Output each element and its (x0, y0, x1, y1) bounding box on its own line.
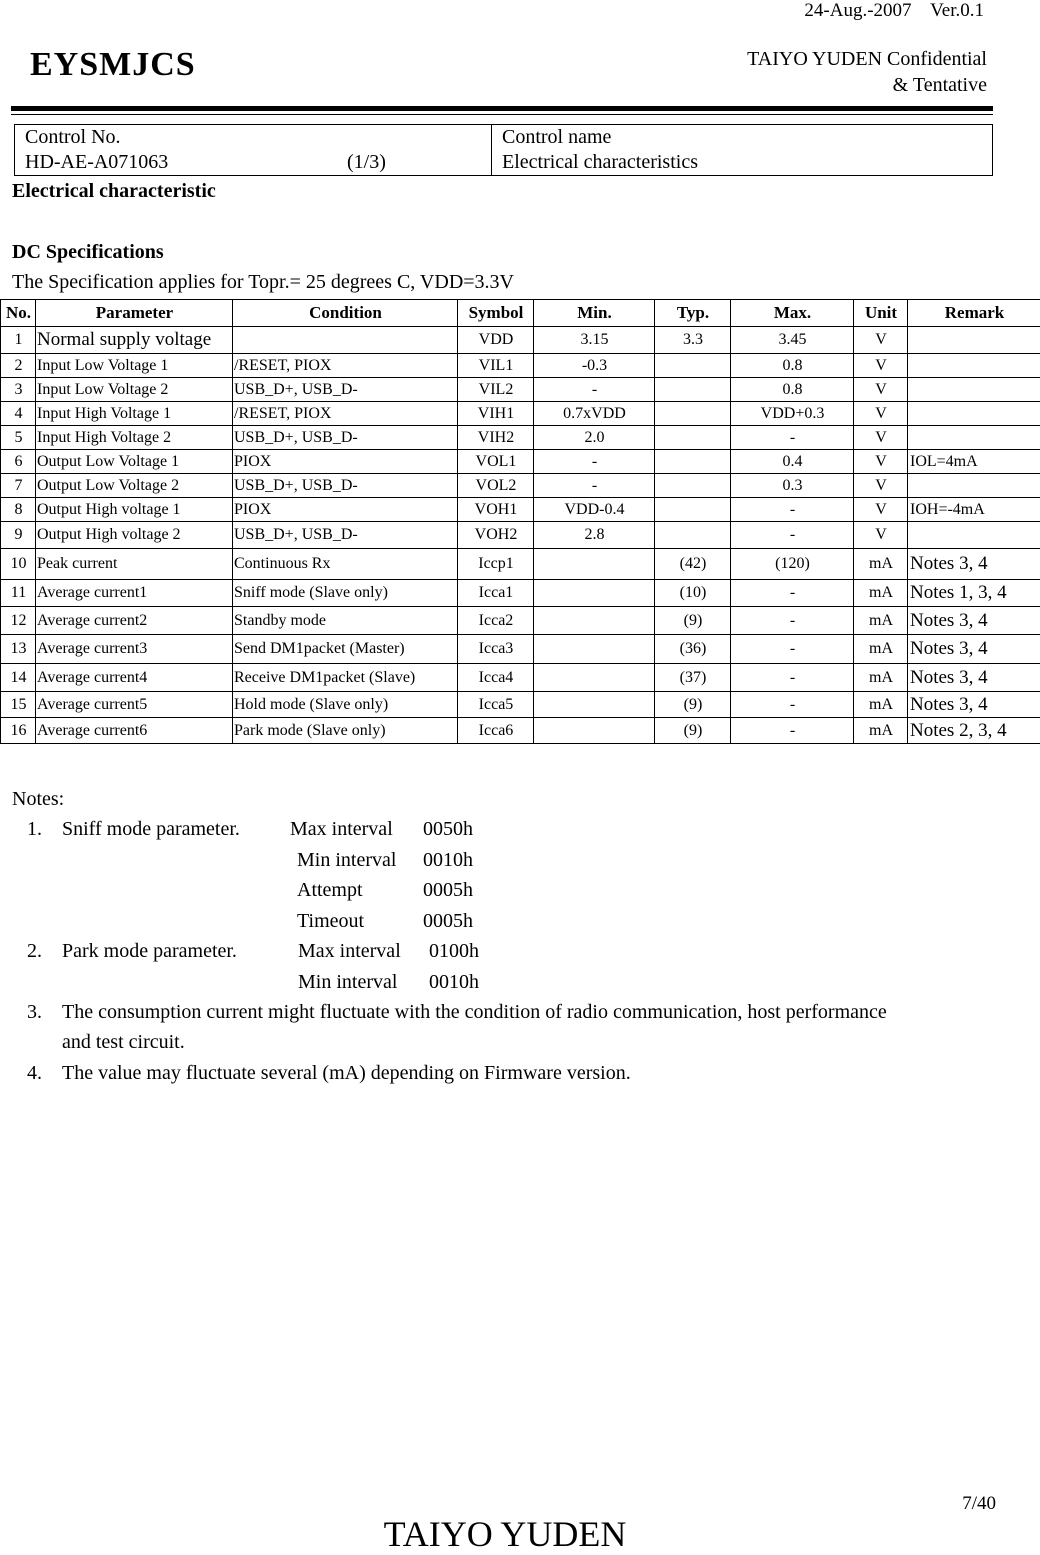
col-header-min: Min. (534, 300, 655, 327)
cell-no: 1 (1, 327, 36, 354)
cell-min: -0.3 (534, 354, 655, 378)
cell-remark (908, 378, 1040, 402)
control-name-value: Electrical characteristics (502, 150, 982, 175)
control-no-label: Control No. (25, 125, 481, 150)
cell-typ: (36) (655, 635, 731, 664)
table-row (1, 474, 1040, 498)
cell-symbol: VOL1 (458, 450, 534, 474)
cell-symbol: VIL1 (458, 354, 534, 378)
cell-max: VDD+0.3 (731, 402, 854, 426)
control-number-cell (15, 125, 492, 176)
table-row (1, 692, 1040, 718)
note-3-line-1: The consumption current might fluctuate with the condition of radio communication, host performance (62, 1001, 887, 1024)
cell-max: 0.8 (731, 378, 854, 402)
cell-parameter: Average current2 (36, 607, 233, 635)
cell-unit: V (854, 474, 908, 498)
note-1-label: Sniff mode parameter. (62, 818, 240, 841)
param-value: 0010h (423, 849, 473, 872)
cell-remark (908, 522, 1040, 549)
cell-remark: Notes 1, 3, 4 (908, 580, 1040, 607)
control-name-cell (492, 125, 993, 176)
page-number: 7/40 (962, 1493, 996, 1515)
cell-no: 5 (1, 426, 36, 450)
cell-parameter: Output High voltage 1 (36, 498, 233, 522)
param-value: 0005h (423, 879, 473, 902)
cell-max: - (731, 426, 854, 450)
cell-typ: (37) (655, 664, 731, 692)
cell-remark: Notes 3, 4 (908, 549, 1040, 580)
cell-symbol: VIH1 (458, 402, 534, 426)
cell-parameter: Input Low Voltage 1 (36, 354, 233, 378)
cell-condition: USB_D+, USB_D- (233, 474, 458, 498)
cell-remark (908, 426, 1040, 450)
col-header-no: No. (1, 300, 36, 327)
section-title: Electrical characteristic (12, 180, 216, 203)
table-row (1, 498, 1040, 522)
table-row (1, 402, 1040, 426)
cell-unit: V (854, 522, 908, 549)
table-row (1, 549, 1040, 580)
note-2-label: Park mode parameter. (62, 940, 237, 963)
cell-unit: mA (854, 607, 908, 635)
cell-symbol: Icca4 (458, 664, 534, 692)
cell-min (534, 635, 655, 664)
cell-max: 0.8 (731, 354, 854, 378)
cell-parameter: Output Low Voltage 1 (36, 450, 233, 474)
param-value: 0100h (429, 940, 479, 963)
param-name: Max interval (298, 940, 401, 963)
confidentiality-notice (747, 46, 987, 98)
cell-unit: V (854, 426, 908, 450)
cell-unit: V (854, 378, 908, 402)
cell-min: 3.15 (534, 327, 655, 354)
param-name: Min interval (297, 849, 396, 872)
cell-typ (655, 402, 731, 426)
cell-unit: mA (854, 718, 908, 744)
cell-unit: V (854, 402, 908, 426)
cell-max: - (731, 635, 854, 664)
cell-max: - (731, 664, 854, 692)
param-name: Attempt (297, 879, 363, 902)
table-row (1, 327, 1040, 354)
cell-parameter: Output High voltage 2 (36, 522, 233, 549)
cell-no: 6 (1, 450, 36, 474)
cell-max: 3.45 (731, 327, 854, 354)
cell-symbol: VIL2 (458, 378, 534, 402)
cell-parameter: Average current6 (36, 718, 233, 744)
notes-title: Notes: (12, 788, 64, 811)
control-box (14, 124, 993, 176)
cell-unit: mA (854, 635, 908, 664)
table-row (1, 635, 1040, 664)
dc-conditions: The Specification applies for Topr.= 25 degrees C, VDD=3.3V (12, 271, 514, 294)
cell-symbol: Icca5 (458, 692, 534, 718)
note-1-number: 1. (27, 818, 42, 841)
cell-remark (908, 474, 1040, 498)
col-header-max: Max. (731, 300, 854, 327)
cell-remark: IOH=-4mA (908, 498, 1040, 522)
cell-symbol: Icca3 (458, 635, 534, 664)
cell-condition (233, 327, 458, 354)
table-row (1, 354, 1040, 378)
cell-symbol: VOH2 (458, 522, 534, 549)
cell-min: - (534, 450, 655, 474)
cell-max: - (731, 607, 854, 635)
control-name-label: Control name (502, 125, 982, 150)
cell-typ: (10) (655, 580, 731, 607)
note-2-number: 2. (27, 940, 42, 963)
cell-typ (655, 354, 731, 378)
cell-typ (655, 426, 731, 450)
cell-max: 0.4 (731, 450, 854, 474)
cell-remark: IOL=4mA (908, 450, 1040, 474)
cell-no: 14 (1, 664, 36, 692)
cell-condition: Hold mode (Slave only) (233, 692, 458, 718)
cell-typ (655, 522, 731, 549)
cell-condition: Send DM1packet (Master) (233, 635, 458, 664)
cell-no: 10 (1, 549, 36, 580)
cell-symbol: VIH2 (458, 426, 534, 450)
cell-remark: Notes 2, 3, 4 (908, 718, 1040, 744)
col-header-unit: Unit (854, 300, 908, 327)
cell-min: 2.8 (534, 522, 655, 549)
cell-min: VDD-0.4 (534, 498, 655, 522)
cell-condition: /RESET, PIOX (233, 402, 458, 426)
cell-typ: (42) (655, 549, 731, 580)
cell-min: 0.7xVDD (534, 402, 655, 426)
cell-no: 4 (1, 402, 36, 426)
cell-condition: USB_D+, USB_D- (233, 378, 458, 402)
cell-parameter: Average current3 (36, 635, 233, 664)
cell-symbol: Icca6 (458, 718, 534, 744)
cell-parameter: Input Low Voltage 2 (36, 378, 233, 402)
cell-parameter: Average current4 (36, 664, 233, 692)
confidential-line-1: TAIYO YUDEN Confidential (747, 46, 987, 72)
cell-condition: Standby mode (233, 607, 458, 635)
table-row (1, 450, 1040, 474)
cell-min (534, 580, 655, 607)
cell-condition: Continuous Rx (233, 549, 458, 580)
table-row (1, 378, 1040, 402)
table-row (1, 607, 1040, 635)
col-header-symbol: Symbol (458, 300, 534, 327)
cell-typ (655, 378, 731, 402)
col-header-parameter: Parameter (36, 300, 233, 327)
cell-unit: mA (854, 664, 908, 692)
cell-condition: /RESET, PIOX (233, 354, 458, 378)
cell-remark: Notes 3, 4 (908, 607, 1040, 635)
dc-specifications-title: DC Specifications (12, 241, 164, 264)
cell-parameter: Normal supply voltage (36, 327, 233, 354)
cell-max: - (731, 498, 854, 522)
col-header-condition: Condition (233, 300, 458, 327)
cell-typ: (9) (655, 607, 731, 635)
cell-symbol: Icca1 (458, 580, 534, 607)
param-value: 0005h (423, 910, 473, 933)
cell-no: 8 (1, 498, 36, 522)
cell-unit: mA (854, 549, 908, 580)
cell-max: 0.3 (731, 474, 854, 498)
confidential-line-2: & Tentative (747, 72, 987, 98)
cell-symbol: Icca2 (458, 607, 534, 635)
cell-min (534, 692, 655, 718)
cell-remark (908, 354, 1040, 378)
cell-min: - (534, 474, 655, 498)
header-rule-thin (11, 114, 993, 115)
header-rule-thick (11, 106, 993, 111)
cell-no: 7 (1, 474, 36, 498)
col-header-remark: Remark (908, 300, 1040, 327)
cell-condition: Receive DM1packet (Slave) (233, 664, 458, 692)
cell-typ (655, 498, 731, 522)
cell-min (534, 664, 655, 692)
param-name: Max interval (290, 818, 393, 841)
table-row (1, 664, 1040, 692)
cell-parameter: Input High Voltage 2 (36, 426, 233, 450)
param-name: Min interval (298, 971, 397, 994)
cell-condition: Park mode (Slave only) (233, 718, 458, 744)
cell-max: - (731, 580, 854, 607)
cell-typ: (9) (655, 718, 731, 744)
table-row (1, 718, 1040, 744)
cell-max: - (731, 522, 854, 549)
cell-parameter: Average current1 (36, 580, 233, 607)
date-version: 24-Aug.-2007 Ver.0.1 (804, 0, 984, 22)
cell-symbol: Iccp1 (458, 549, 534, 580)
cell-condition: USB_D+, USB_D- (233, 522, 458, 549)
cell-no: 2 (1, 354, 36, 378)
cell-symbol: VDD (458, 327, 534, 354)
cell-no: 13 (1, 635, 36, 664)
param-value: 0050h (423, 818, 473, 841)
table-body (1, 327, 1040, 744)
cell-no: 11 (1, 580, 36, 607)
cell-remark: Notes 3, 4 (908, 664, 1040, 692)
cell-no: 15 (1, 692, 36, 718)
cell-no: 12 (1, 607, 36, 635)
param-name: Timeout (297, 910, 364, 933)
cell-symbol: VOH1 (458, 498, 534, 522)
cell-remark (908, 402, 1040, 426)
param-value: 0010h (429, 971, 479, 994)
cell-condition: USB_D+, USB_D- (233, 426, 458, 450)
cell-unit: V (854, 327, 908, 354)
cell-unit: V (854, 498, 908, 522)
cell-unit: V (854, 450, 908, 474)
note-3-line-2: and test circuit. (62, 1031, 185, 1054)
cell-typ (655, 450, 731, 474)
footer-company: TAIYO YUDEN (0, 1513, 1010, 1555)
note-3-number: 3. (27, 1001, 42, 1024)
cell-typ (655, 474, 731, 498)
cell-no: 3 (1, 378, 36, 402)
cell-unit: mA (854, 692, 908, 718)
cell-max: - (731, 692, 854, 718)
cell-no: 16 (1, 718, 36, 744)
cell-parameter: Average current5 (36, 692, 233, 718)
table-header-row (1, 300, 1040, 327)
cell-remark (908, 327, 1040, 354)
cell-parameter: Input High Voltage 1 (36, 402, 233, 426)
note-4-number: 4. (27, 1062, 42, 1085)
cell-remark: Notes 3, 4 (908, 692, 1040, 718)
control-page-ref: (1/3) (347, 151, 386, 173)
cell-condition: Sniff mode (Slave only) (233, 580, 458, 607)
cell-min (534, 718, 655, 744)
cell-min (534, 607, 655, 635)
cell-condition: PIOX (233, 498, 458, 522)
table-row (1, 522, 1040, 549)
cell-parameter: Peak current (36, 549, 233, 580)
cell-max: - (731, 718, 854, 744)
cell-min: - (534, 378, 655, 402)
table-row (1, 426, 1040, 450)
cell-unit: V (854, 354, 908, 378)
cell-typ: 3.3 (655, 327, 731, 354)
cell-max: (120) (731, 549, 854, 580)
table-row (1, 580, 1040, 607)
cell-parameter: Output Low Voltage 2 (36, 474, 233, 498)
control-no-value: HD-AE-A071063 (25, 150, 347, 175)
col-header-typ: Typ. (655, 300, 731, 327)
cell-min (534, 549, 655, 580)
cell-typ: (9) (655, 692, 731, 718)
cell-symbol: VOL2 (458, 474, 534, 498)
dc-spec-table (0, 299, 1040, 744)
cell-min: 2.0 (534, 426, 655, 450)
cell-unit: mA (854, 580, 908, 607)
cell-remark: Notes 3, 4 (908, 635, 1040, 664)
cell-no: 9 (1, 522, 36, 549)
company-logo: EYSMJCS (30, 46, 196, 84)
note-4-text: The value may fluctuate several (mA) depending on Firmware version. (62, 1062, 631, 1085)
cell-condition: PIOX (233, 450, 458, 474)
